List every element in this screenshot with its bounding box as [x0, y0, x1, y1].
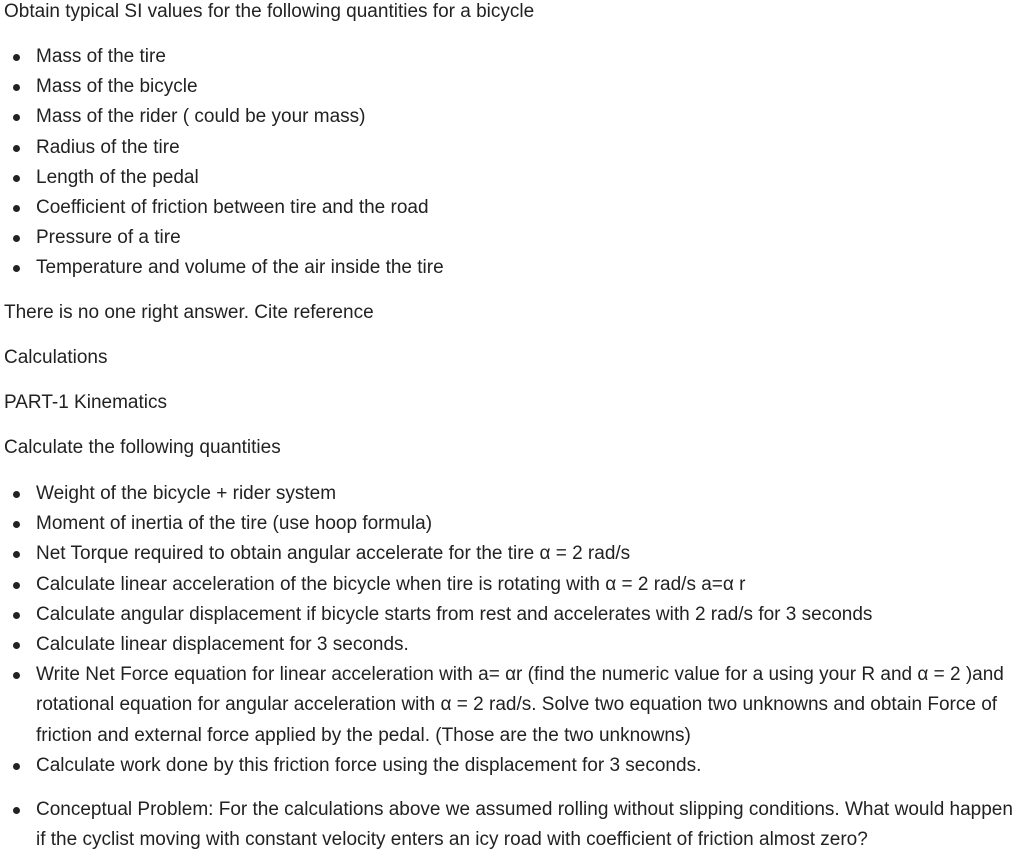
- list-item: Length of the pedal: [0, 163, 1020, 193]
- conceptual-problem: Conceptual Problem: For the calculations above we assumed rolling without slipping conditions. What would happen if the cyclist moving with constant velocity enters an icy road with coefficient of friction almost zero?: [0, 795, 1020, 855]
- calculation-list: [0, 479, 1020, 781]
- list-item: Calculate linear displacement for 3 seconds.: [0, 630, 1020, 660]
- conceptual-list: [0, 795, 1020, 855]
- list-item: Mass of the rider ( could be your mass): [0, 102, 1020, 132]
- list-item: Mass of the tire: [0, 42, 1020, 72]
- intro-text: Obtain typical SI values for the following quantities for a bicycle: [4, 1, 535, 22]
- cite-note: There is no one right answer. Cite reference: [4, 302, 374, 323]
- si-quantities-list: [0, 42, 1020, 284]
- list-item: Mass of the bicycle: [0, 72, 1020, 102]
- list-item: Temperature and volume of the air inside the tire: [0, 253, 1020, 283]
- list-item: Write Net Force equation for linear acceleration with a= αr (find the numeric value for a using your R and α = 2 )and rotational equation for angular acceleration with α = 2 rad/s. Solve two equation two unknowns and obtain Force of friction and external force applied by the pedal. (Those are the two unknowns): [0, 660, 1020, 751]
- list-item: Coefficient of friction between tire and the road: [0, 193, 1020, 223]
- list-item: Calculate angular displacement if bicycle starts from rest and accelerates with 2 rad/s for 3 seconds: [0, 600, 1020, 630]
- part1-heading: PART-1 Kinematics: [4, 392, 167, 413]
- list-item: Moment of inertia of the tire (use hoop formula): [0, 509, 1020, 539]
- list-item: Calculate work done by this friction force using the displacement for 3 seconds.: [0, 751, 1020, 781]
- list-item: Weight of the bicycle + rider system: [0, 479, 1020, 509]
- list-item: Net Torque required to obtain angular accelerate for the tire α = 2 rad/s: [0, 539, 1020, 569]
- list-item: Calculate linear acceleration of the bicycle when tire is rotating with α = 2 rad/s a=α r: [0, 570, 1020, 600]
- calculations-heading: Calculations: [4, 347, 108, 368]
- calc-intro-text: Calculate the following quantities: [4, 437, 281, 458]
- list-item: Pressure of a tire: [0, 223, 1020, 253]
- list-item: Radius of the tire: [0, 133, 1020, 163]
